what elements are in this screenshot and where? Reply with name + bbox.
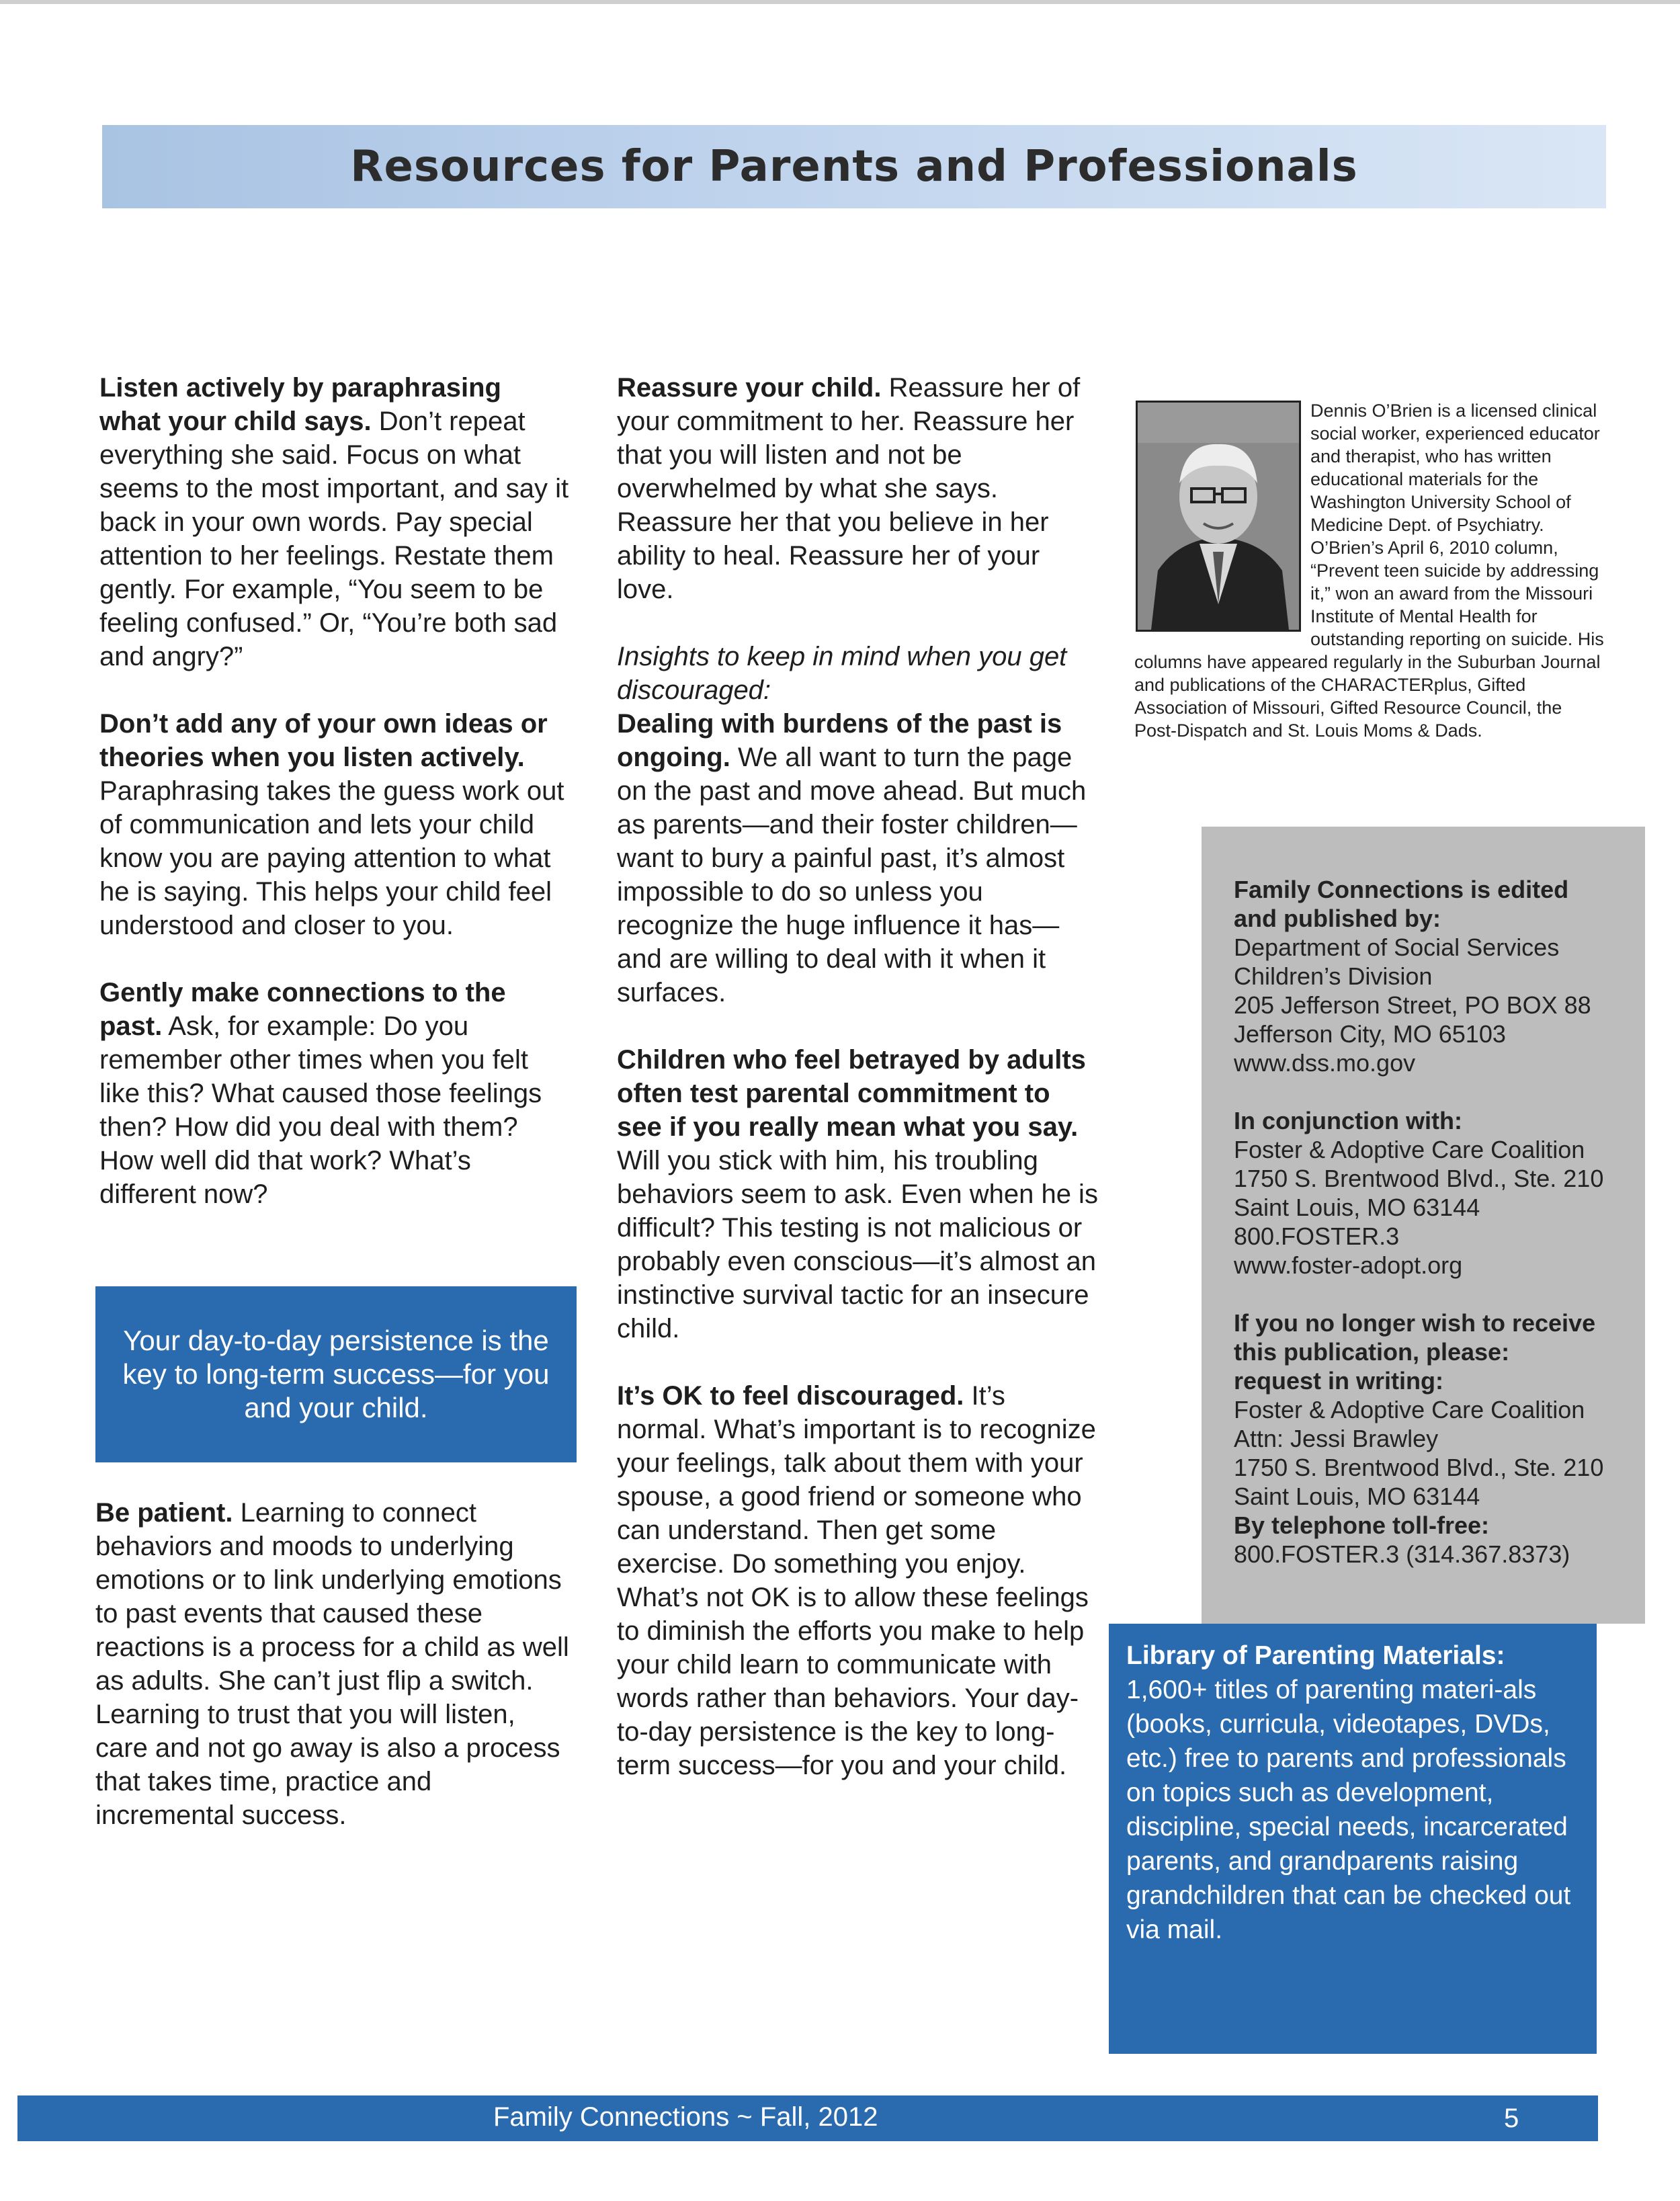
heading-test-commitment: Children who feel betrayed by adults often test parental commitment to see if you really mean what you say. [617, 1045, 1086, 1142]
column-2 [617, 371, 1101, 1816]
publisher-info-box [1202, 827, 1645, 1624]
author-bio: Dennis O’Brien is a licensed clinical social worker, experienced educator and therapist, who has written educational materials for the Washington University School of Medicine Dept. of Psychiatry. O’Brien’s April 6, 2010 column, “Prevent teen suicide by addressing it,” won an award from the Missouri Institute of Mental Health for outstanding reporting on suicide. His columns have appeared regularly in the Suburban Journal and publications of the CHARACTERplus, Gifted Association of Missouri, Gifted Resource Council, the Post-Dispatch and St. Louis Moms & Dads. [1134, 401, 1604, 741]
pull-quote: Your day-to-day persistence is the key to long-term success—for you and your child. [95, 1286, 577, 1462]
subheading-insights: Insights to keep in mind when you get discouraged: [617, 642, 1067, 705]
publisher-section: Family Connections is edited and published by: Department of Social Services Children’s Division 205 Jefferson Street, PO BOX 88 Jefferson City, MO 65103 www.dss.mo.gov [1234, 876, 1591, 1077]
footer-bar [17, 2095, 1598, 2141]
unsubscribe-section: If you no longer wish to receive this publication, please: request in writing: Foster & Adoptive Care Coalition Attn: Jessi Brawley 1750 S. Brentwood Blvd., Ste. 210 Saint Louis, MO 63144 By telephone toll-free: 800.FOSTER.3 (314.367.8373) [1234, 1309, 1604, 1568]
paragraph-dont-add-ideas: Don’t add any of your own ideas or theories when you listen actively. Paraphrasing takes the guess work out of communication and lets your child know you are paying attention to what he is saying. This helps your child feel understood and closer to you. [99, 709, 564, 940]
heading-ok-discouraged: It’s OK to feel discouraged. [617, 1381, 964, 1411]
heading-dont-add-ideas: Don’t add any of your own ideas or theories when you listen actively. [99, 709, 548, 772]
title-banner [102, 125, 1606, 208]
paragraph-ok-discouraged: It’s OK to feel discouraged. It’s normal. What’s important is to recognize your feelings, talk about them with your spouse, a good friend or someone who can understand. Then get some exercise. Do something you enjoy. What’s not OK is to allow these feelings to diminish the efforts you make to help your child learn to communicate with words rather than behaviors. Your day-to-day persistence is the key to long-term success—for you and your child. [617, 1381, 1096, 1780]
paragraph-listen-actively: Listen actively by paraphrasing what your child says. Don’t repeat everything she said. Focus on what seems to the most important, and say it back in your own words. Pay special attention to her feelings. Restate them gently. For example, “You seem to be feeling confused.” Or, “You’re both sad and angry?” [99, 373, 569, 671]
library-heading: Library of Parenting Materials: [1126, 1641, 1505, 1670]
paragraph-test-commitment: Children who feel betrayed by adults often test parental commitment to see if you really mean what you say. Will you stick with him, his troubling behaviors seem to ask. Even when he is difficult? This testing is not malicious or probably even conscious—it’s almost an instinctive survival tactic for an insecure child. [617, 1045, 1098, 1343]
conjunction-section: In conjunction with: Foster & Adoptive Care Coalition 1750 S. Brentwood Blvd., Ste. 210 Saint Louis, MO 63144 800.FOSTER.3 www.foster-adopt.org [1234, 1107, 1604, 1279]
library-text: 1,600+ titles of parenting materi-als (books, curricula, videotapes, DVDs, etc.) free to parents and professionals on topics such as development, discipline, special needs, incarcerated parents, and grandparents raising grandchildren that can be checked out via mail. [1126, 1675, 1571, 1944]
page-title: Resources for Parents and Professionals [350, 142, 1358, 192]
heading-burdens-past: Dealing with burdens of the past is ongoing. [617, 709, 1062, 772]
paragraph-connections-past: Gently make connections to the past. Ask, for example: Do you remember other times when you felt like this? What caused those feelings then? How did you deal with them? How well did that work? What’s different now? [99, 978, 542, 1209]
column-1 [99, 371, 570, 1245]
heading-reassure: Reassure your child. [617, 373, 882, 403]
column-1-bottom [95, 1496, 573, 1866]
heading-connections-past: Gently make connections to the past. [99, 978, 506, 1041]
page-number: 5 [1504, 2104, 1519, 2133]
heading-listen-actively: Listen actively by paraphrasing what your child says. [99, 373, 501, 436]
heading-be-patient: Be patient. [95, 1498, 233, 1528]
paragraph-burdens-past: Insights to keep in mind when you get discouraged: Dealing with burdens of the past is ongoing. We all want to turn the page on the past and move ahead. But much as parents—and their foster children—want to bury a painful past, it’s almost impossible to do so unless you recognize the huge influence it has—and are willing to deal with it when it surfaces. [617, 640, 1101, 1009]
footer-publication: Family Connections ~ Fall, 2012 [493, 2102, 878, 2132]
library-box [1109, 1624, 1597, 2054]
top-rule [0, 0, 1680, 4]
paragraph-reassure: Reassure your child. Reassure her of your commitment to her. Reassure her that you will listen and not be overwhelmed by what she says. Reassure her that you believe in her ability to heal. Reassure her of your love. [617, 373, 1081, 604]
paragraph-be-patient: Be patient. Learning to connect behaviors and moods to underlying emotions or to link underlying emotions to past events that caused these reactions is a process for a child as well as adults. She can’t just flip a switch. Learning to trust that you will listen, care and not go away is also a process that takes time, practice and incremental success. [95, 1498, 569, 1830]
